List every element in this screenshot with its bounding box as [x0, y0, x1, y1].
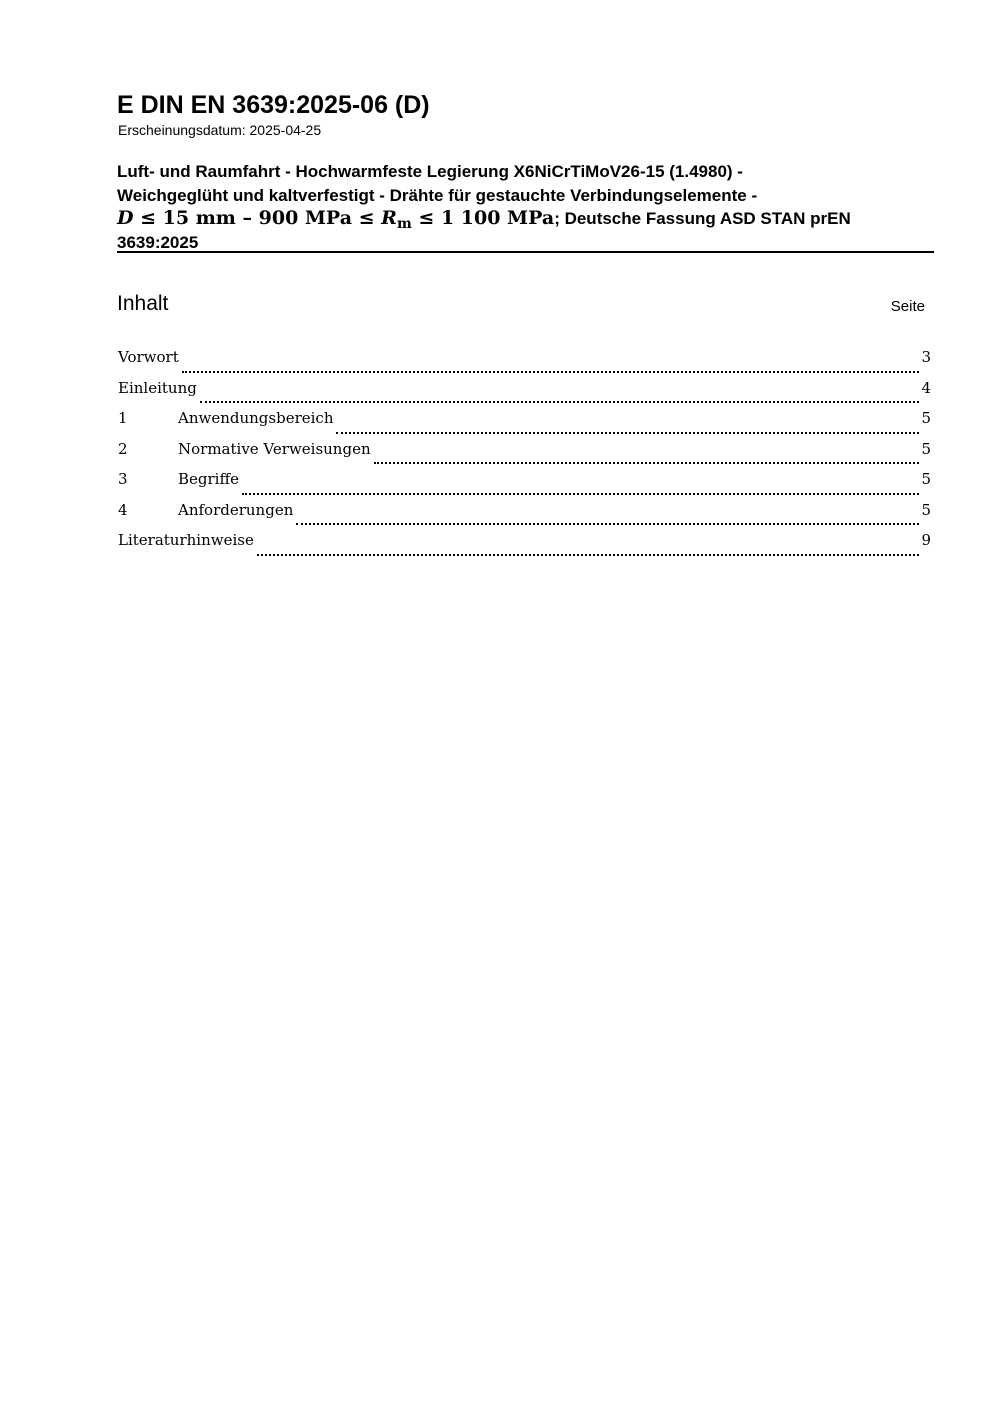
title-line-3 [117, 207, 932, 254]
title-formula [117, 207, 555, 232]
formula-end: ≤ 1 100 MPa [411, 207, 555, 229]
toc-leader-dots [374, 461, 920, 464]
formula-subscript: m [396, 216, 412, 232]
toc-entry-title: Begriffe [178, 470, 240, 488]
toc-entry-page: 5 [921, 439, 931, 458]
toc-entry-page: 3 [921, 348, 931, 366]
toc-entry-page: 5 [921, 500, 931, 519]
formula-middle: ≤ 15 mm – 900 MPa ≤ [133, 207, 382, 229]
toc-heading: Inhalt [117, 292, 169, 315]
toc-entry-page: 9 [921, 531, 931, 549]
toc-entry-vorwort[interactable] [118, 347, 931, 378]
toc-entry-normative-verweisungen[interactable] [118, 439, 931, 470]
toc-entry-einleitung[interactable] [118, 378, 931, 409]
toc-entry-title: Vorwort [118, 348, 179, 366]
document-id: E DIN EN 3639:2025-06 (D) [117, 91, 430, 119]
toc-entry-literaturhinweise[interactable] [118, 530, 931, 561]
title-line-1: Luft- und Raumfahrt - Hochwarmfeste Legierung X6NiCrTiMoV26-15 (1.4980) - [117, 162, 743, 181]
toc-leader-dots [296, 522, 919, 525]
toc-entry-number: 3 [118, 470, 128, 488]
title-line-2: Weichgeglüht und kaltverfestigt - Drähte für gestauchte Verbindungselemente - [117, 185, 758, 205]
title-divider [117, 251, 934, 253]
toc-entry-page: 5 [921, 409, 931, 427]
toc-leader-dots [200, 400, 920, 403]
title-tail: ; Deutsche Fassung ASD STAN prEN 3639:2025 [117, 209, 851, 252]
toc-entry-title: Normative Verweisungen [178, 439, 371, 458]
toc-entry-anforderungen[interactable] [118, 500, 931, 531]
toc-entry-title: Einleitung [118, 378, 197, 397]
toc-entry-number: 4 [118, 500, 128, 519]
toc-list [118, 347, 931, 561]
toc-entry-page: 5 [921, 470, 931, 488]
toc-leader-dots [257, 553, 920, 556]
toc-leader-dots [336, 431, 919, 434]
toc-entry-number: 2 [118, 439, 128, 458]
formula-d: D [117, 207, 134, 229]
toc-entry-page: 4 [921, 378, 931, 397]
toc-page-label: Seite [890, 298, 925, 315]
toc-entry-title: Anforderungen [178, 500, 294, 519]
toc-leader-dots [242, 492, 919, 495]
document-title [117, 160, 932, 254]
toc-entry-anwendungsbereich[interactable] [118, 408, 931, 439]
formula-r: R [381, 207, 397, 229]
toc-leader-dots [182, 370, 920, 373]
toc-entry-number: 1 [118, 409, 128, 427]
toc-entry-title: Literaturhinweise [118, 531, 254, 549]
toc-entry-title: Anwendungsbereich [178, 409, 334, 427]
toc-entry-begriffe[interactable] [118, 469, 931, 500]
publication-date: Erscheinungsdatum: 2025-04-25 [118, 122, 322, 138]
